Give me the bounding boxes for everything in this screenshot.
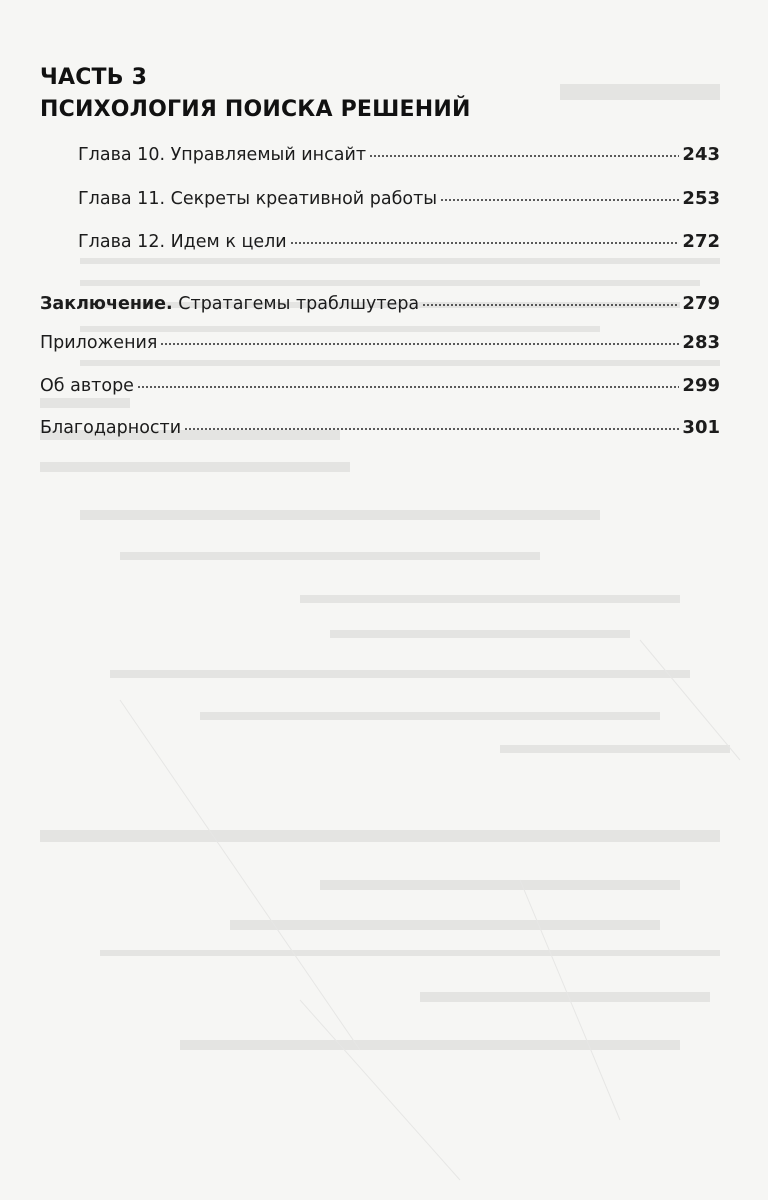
toc-entry-chapter-12[interactable] xyxy=(78,231,720,257)
page-number: 272 xyxy=(682,231,720,252)
chapter-prefix: Глава 12. xyxy=(78,232,166,252)
dot-leader xyxy=(160,342,679,346)
toc-entry-label xyxy=(40,294,419,314)
dot-leader xyxy=(290,241,680,245)
toc-entry-label: Об авторе xyxy=(40,376,134,396)
toc-entry-appendices[interactable] xyxy=(40,332,720,358)
page-number: 279 xyxy=(682,293,720,314)
toc-entry-label xyxy=(78,145,366,165)
dot-leader xyxy=(422,303,679,307)
toc-entry-label: Благодарности xyxy=(40,418,182,438)
chapter-title: Управляемый инсайт xyxy=(170,145,367,165)
toc-entry-label: Приложения xyxy=(40,333,158,353)
chapter-prefix: Глава 10. xyxy=(78,145,166,165)
dot-leader xyxy=(184,427,679,431)
page-number: 301 xyxy=(682,417,720,438)
chapter-title: Идем к цели xyxy=(170,232,287,252)
part-number: ЧАСТЬ 3 xyxy=(40,65,148,90)
toc-entry-conclusion[interactable] xyxy=(40,293,720,319)
dot-leader xyxy=(369,154,679,158)
page-number: 283 xyxy=(682,332,720,353)
part-heading xyxy=(40,62,471,126)
dot-leader xyxy=(137,385,679,389)
dot-leader xyxy=(440,198,679,202)
toc-entry-acknowledgements[interactable] xyxy=(40,417,720,443)
conclusion-title: Стратагемы траблшутера xyxy=(178,294,420,314)
chapter-title: Секреты креативной работы xyxy=(170,189,438,209)
page-number: 299 xyxy=(682,375,720,396)
toc-entry-label xyxy=(78,189,437,209)
toc-entry-chapter-10[interactable] xyxy=(78,144,720,170)
chapter-prefix: Глава 11. xyxy=(78,189,166,209)
toc-entry-label xyxy=(78,232,287,252)
page-number: 243 xyxy=(682,144,720,165)
page-number: 253 xyxy=(682,188,720,209)
toc-entry-about-author[interactable] xyxy=(40,375,720,401)
conclusion-prefix: Заключение. xyxy=(40,294,173,314)
part-title: ПСИХОЛОГИЯ ПОИСКА РЕШЕНИЙ xyxy=(40,97,471,122)
toc-entry-chapter-11[interactable] xyxy=(78,188,720,214)
